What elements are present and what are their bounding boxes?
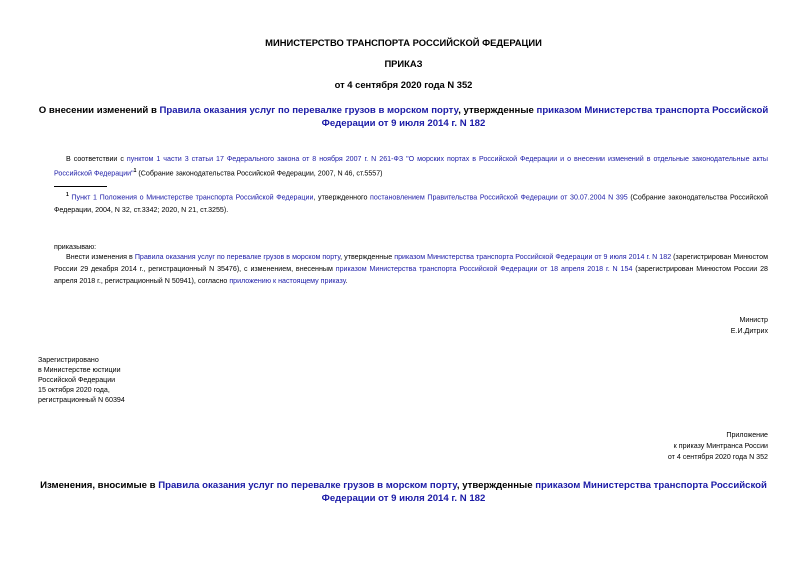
changes-title-prefix: Изменения, вносимые в — [40, 480, 159, 491]
registration-line-1: Зарегистрировано — [38, 356, 99, 364]
order-rules-link[interactable]: Правила оказания услуг по перевалке грузов в морском порту — [134, 253, 341, 261]
footnote-text2: (Собрание законодательства Российской Федерации, 2004, N 32, ст.3342; 2020, N 21, ст.3255). — [54, 193, 768, 214]
preamble-text-before: В соответствии с — [66, 155, 127, 163]
doc-date-heading: от 4 сентября 2020 года N 352 — [334, 79, 473, 90]
preamble-law-link[interactable]: пунктом 1 части 3 статьи 17 Федерального закона от 8 ноября 2007 г. N 261-ФЗ "О морских портах в Российской Федерации и о внесении изменений в отдельные законодательные акты Российской Федерации" — [54, 155, 769, 178]
preamble-footnote-mark[interactable]: 1 — [133, 168, 137, 175]
footnote-divider — [54, 186, 107, 187]
appendix-block — [568, 430, 768, 463]
order-text3: (зарегистрирован Минюстом России 28 апреля 2018 г., регистрационный N 50941), согласно — [54, 265, 769, 286]
order-order1-link[interactable]: приказом Министерства транспорта Российской Федерации от 9 июля 2014 г. N 182 — [394, 253, 672, 261]
footnote-text1: , утвержденного — [313, 193, 371, 202]
order-order2-link[interactable]: приказом Министерства транспорта Российской Федерации от 18 апреля 2018 г. N 154 — [335, 265, 633, 274]
order-appendix-link[interactable]: приложению к настоящему приказу — [229, 277, 346, 286]
title-order-link[interactable]: приказом Министерства транспорта Российской Федерации от 9 июля 2014 г. N 182 — [321, 105, 769, 129]
order-text1: , утвержденные — [340, 253, 395, 261]
ministry-heading: МИНИСТЕРСТВО ТРАНСПОРТА РОССИЙСКОЙ ФЕДЕРАЦИИ — [265, 37, 542, 48]
changes-title-order-link[interactable]: приказом Министерства транспорта Российской Федерации от 9 июля 2014 г. N 182 — [321, 480, 767, 504]
signature-position: Министр — [739, 316, 768, 324]
registration-line-2: в Министерстве юстиции — [38, 366, 121, 374]
appendix-line-1: Приложение — [726, 431, 768, 439]
doc-type-heading: ПРИКАЗ — [384, 58, 423, 69]
appendix-line-2: к приказу Минтранса России — [673, 442, 768, 450]
order-text2: (зарегистрирован Минюстом России 29 декабря 2014 г., регистрационный N 35476), с изменением, внесенным — [54, 253, 768, 274]
order-text-before: Внести изменения в — [66, 253, 135, 261]
order-label: приказываю: — [54, 243, 97, 251]
title-prefix: О внесении изменений в — [38, 105, 160, 116]
title-rules-link[interactable]: Правила оказания услуг по перевалке грузов в морском порту — [159, 105, 459, 116]
order-paragraph — [54, 251, 768, 288]
footnote-decree-link[interactable]: постановлением Правительства Российской Федерации от 30.07.2004 N 395 — [370, 193, 628, 202]
registration-line-3: Российской Федерации — [38, 376, 116, 384]
preamble-text-after: (Собрание законодательства Российской Федерации, 2007, N 46, ст.5557) — [136, 169, 383, 178]
registration-line-5: регистрационный N 60394 — [38, 396, 125, 404]
changes-title — [36, 479, 771, 505]
footnote-paragraph — [54, 189, 768, 216]
footnote-position-link[interactable]: Пункт 1 Положения о Министерстве транспорта Российской Федерации — [71, 193, 314, 202]
order-title — [36, 104, 771, 130]
changes-title-rules-link[interactable]: Правила оказания услуг по перевалке грузов в морском порту — [158, 480, 457, 491]
registration-line-4: 15 октября 2020 года, — [38, 386, 110, 394]
signature-name: Е.И.Дитрих — [730, 327, 768, 335]
preamble-paragraph — [54, 153, 768, 180]
footnote-mark: 1 — [66, 192, 69, 198]
title-middle: , утвержденные — [458, 105, 537, 116]
order-text4: . — [345, 277, 348, 286]
signature-block — [600, 315, 768, 337]
appendix-line-3: от 4 сентября 2020 года N 352 — [667, 453, 768, 461]
changes-title-middle: , утвержденные — [456, 480, 536, 491]
registration-block — [38, 355, 125, 405]
